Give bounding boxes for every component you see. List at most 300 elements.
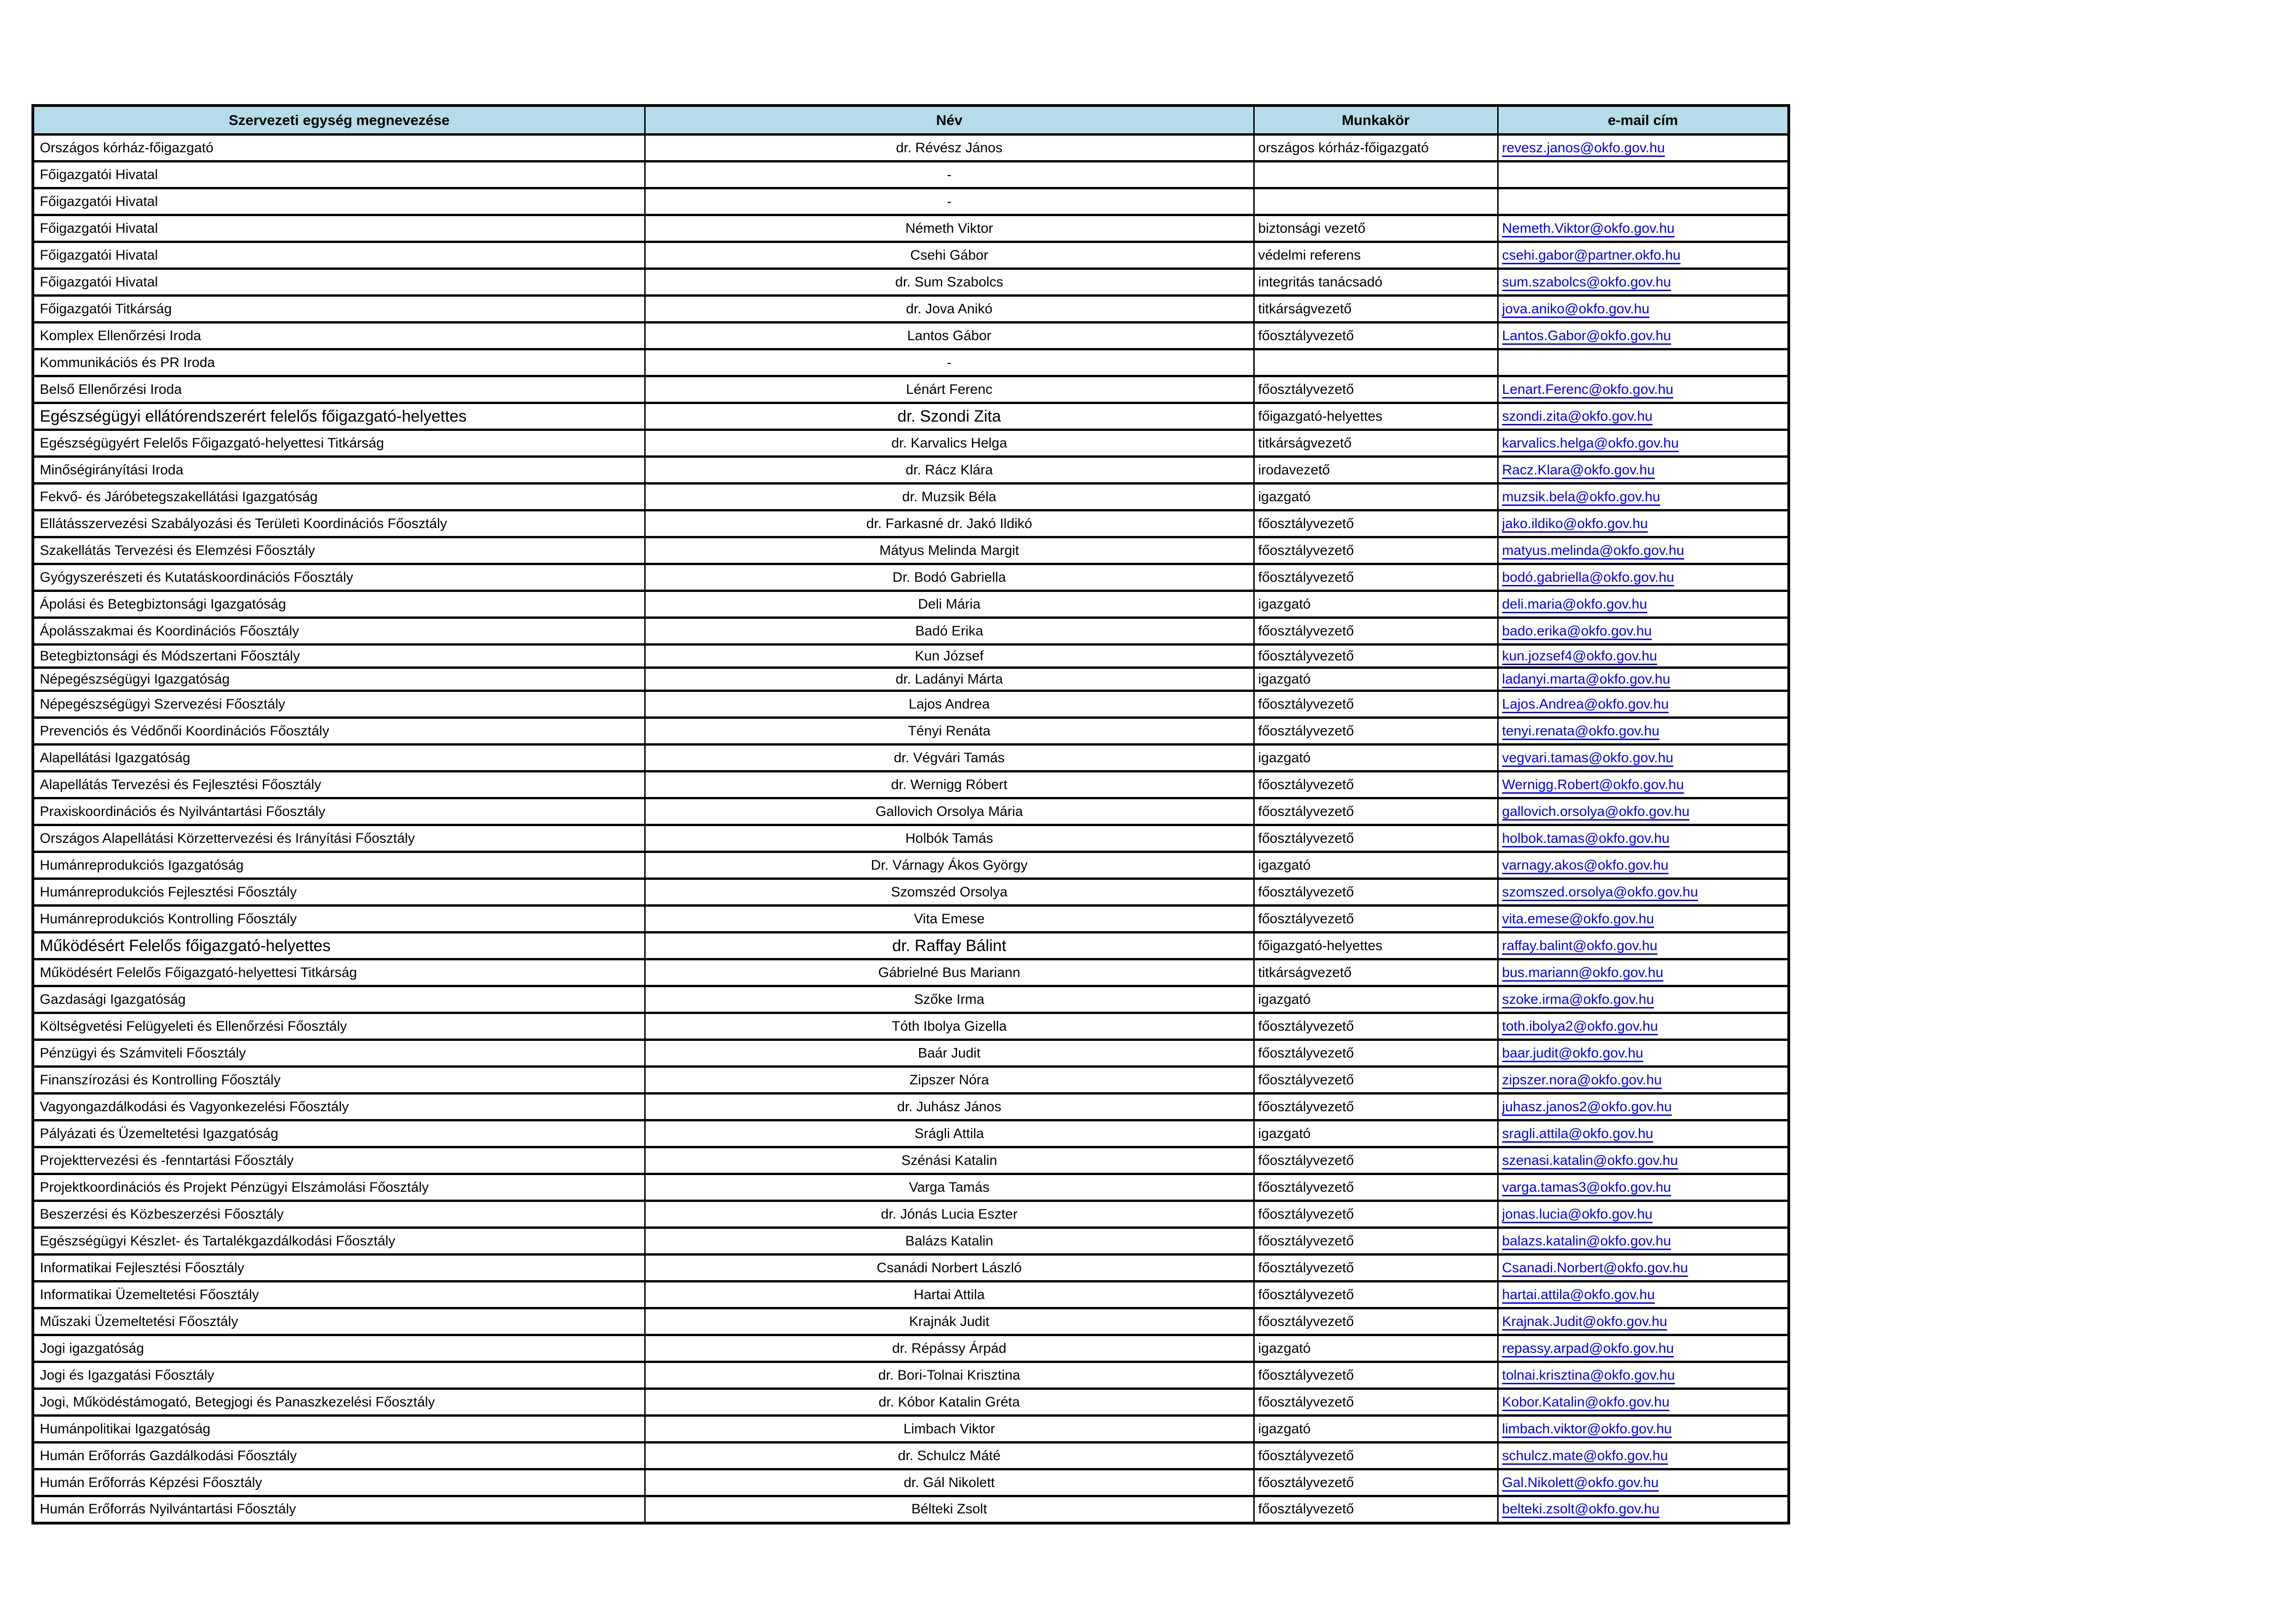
name-cell: Holbók Tamás [645,825,1254,852]
org-unit-cell: Működésért Felelős Főigazgató-helyettesi Titkárság [33,959,645,986]
org-unit-cell: Jogi igazgatóság [33,1335,645,1362]
table-row [33,162,1789,188]
org-unit-cell: Finanszírozási és Kontrolling Főosztály [33,1067,645,1094]
email-link[interactable]: Krajnak.Judit@okfo.gov.hu [1502,1313,1668,1329]
name-cell: Baár Judit [645,1040,1254,1067]
email-link[interactable]: belteki.zsolt@okfo.gov.hu [1502,1501,1660,1517]
org-unit-cell: Ápolásszakmai és Koordinációs Főosztály [33,618,645,645]
org-unit-cell: Működésért Felelős főigazgató-helyettes [33,933,645,959]
email-link[interactable]: revesz.janos@okfo.gov.hu [1502,140,1665,156]
name-cell: Badó Erika [645,618,1254,645]
table-row [33,349,1789,376]
org-unit-cell: Gazdasági Igazgatóság [33,986,645,1013]
org-unit-cell: Költségvetési Felügyeleti és Ellenőrzési Főosztály [33,1013,645,1040]
name-cell: Szomszéd Orsolya [645,879,1254,906]
job-title-cell: főosztályvezető [1254,825,1498,852]
org-unit-cell: Szakellátás Tervezési és Elemzési Főosztály [33,537,645,564]
table-row [33,1469,1789,1496]
email-link[interactable]: limbach.viktor@okfo.gov.hu [1502,1421,1672,1437]
table-row [33,269,1789,296]
job-title-cell: igazgató [1254,852,1498,879]
table-row [33,323,1789,349]
name-cell: Gábrielné Bus Mariann [645,959,1254,986]
email-link[interactable]: jako.ildiko@okfo.gov.hu [1502,516,1648,531]
name-cell: Csehi Gábor [645,242,1254,269]
email-cell [1498,745,1789,772]
email-link[interactable]: jonas.lucia@okfo.gov.hu [1502,1206,1653,1222]
org-unit-cell: Humánreprodukciós Kontrolling Főosztály [33,906,645,933]
table-row [33,1335,1789,1362]
table-row [33,1013,1789,1040]
job-title-cell: főosztályvezető [1254,1174,1498,1201]
org-unit-cell: Minőségirányítási Iroda [33,457,645,484]
email-cell [1498,215,1789,242]
name-cell: Németh Viktor [645,215,1254,242]
email-cell [1498,537,1789,564]
email-cell [1498,1174,1789,1201]
org-unit-cell: Praxiskoordinációs és Nyilvántartási Főosztály [33,798,645,825]
job-title-cell: irodavezető [1254,457,1498,484]
email-link[interactable]: schulcz.mate@okfo.gov.hu [1502,1448,1668,1463]
email-link[interactable]: vita.emese@okfo.gov.hu [1502,911,1654,927]
email-link[interactable]: Lenart.Ferenc@okfo.gov.hu [1502,381,1674,397]
table-header [33,106,1789,135]
email-cell [1498,564,1789,591]
job-title-cell: főosztályvezető [1254,564,1498,591]
email-cell [1498,1362,1789,1389]
name-cell: dr. Kóbor Katalin Gréta [645,1389,1254,1416]
job-title-cell: igazgató [1254,484,1498,510]
org-unit-cell: Humánreprodukciós Fejlesztési Főosztály [33,879,645,906]
org-unit-cell: Vagyongazdálkodási és Vagyonkezelési Főosztály [33,1094,645,1120]
email-link[interactable]: zipszer.nora@okfo.gov.hu [1502,1072,1662,1088]
name-cell: dr. Révész János [645,135,1254,162]
table-row [33,772,1789,798]
table-row [33,691,1789,718]
email-cell [1498,1201,1789,1228]
email-link[interactable]: varga.tamas3@okfo.gov.hu [1502,1179,1671,1195]
org-unit-cell: Projekttervezési és -fenntartási Főosztály [33,1147,645,1174]
job-title-cell: főosztályvezető [1254,1228,1498,1255]
table-row [33,668,1789,691]
job-title-cell: védelmi referens [1254,242,1498,269]
email-link[interactable]: szenasi.katalin@okfo.gov.hu [1502,1152,1678,1168]
name-cell: dr. Muzsik Béla [645,484,1254,510]
table-row [33,1255,1789,1282]
email-link[interactable]: Racz.Klara@okfo.gov.hu [1502,462,1655,478]
job-title-cell: főosztályvezető [1254,1040,1498,1067]
name-cell: Tóth Ibolya Gizella [645,1013,1254,1040]
table-row [33,1201,1789,1228]
job-title-cell: főosztályvezető [1254,618,1498,645]
job-title-cell: főosztályvezető [1254,772,1498,798]
email-cell [1498,162,1789,188]
column-header-email: e-mail cím [1498,106,1789,135]
name-cell: dr. Farkasné dr. Jakó Ildikó [645,510,1254,537]
email-link[interactable]: vegvari.tamas@okfo.gov.hu [1502,750,1674,765]
name-cell: dr. Raffay Bálint [645,933,1254,959]
table-row [33,376,1789,403]
column-header-job-title: Munkakör [1254,106,1498,135]
email-cell [1498,1255,1789,1282]
name-cell: dr. Bori-Tolnai Krisztina [645,1362,1254,1389]
org-unit-cell: Főigazgatói Hivatal [33,215,645,242]
table-row [33,718,1789,745]
job-title-cell: főosztályvezető [1254,1389,1498,1416]
email-link[interactable]: Wernigg.Robert@okfo.gov.hu [1502,777,1684,792]
email-cell [1498,1094,1789,1120]
email-link[interactable]: hartai.attila@okfo.gov.hu [1502,1287,1655,1302]
name-cell: Lénárt Ferenc [645,376,1254,403]
table-row [33,242,1789,269]
org-unit-cell: Fekvő- és Járóbetegszakellátási Igazgatóság [33,484,645,510]
org-unit-cell: Komplex Ellenőrzési Iroda [33,323,645,349]
email-link[interactable]: Nemeth.Viktor@okfo.gov.hu [1502,220,1675,236]
name-cell: Bélteki Zsolt [645,1496,1254,1523]
email-link[interactable]: karvalics.helga@okfo.gov.hu [1502,435,1679,451]
org-unit-cell: Ellátásszervezési Szabályozási és Területi Koordinációs Főosztály [33,510,645,537]
email-cell [1498,591,1789,618]
email-cell [1498,484,1789,510]
job-title-cell: főosztályvezető [1254,798,1498,825]
table-row [33,852,1789,879]
email-link[interactable]: balazs.katalin@okfo.gov.hu [1502,1233,1671,1249]
column-header-name: Név [645,106,1254,135]
email-cell [1498,645,1789,668]
table-row [33,959,1789,986]
job-title-cell: biztonsági vezető [1254,215,1498,242]
name-cell: Deli Mária [645,591,1254,618]
org-unit-cell: Humán Erőforrás Gazdálkodási Főosztály [33,1443,645,1469]
job-title-cell [1254,349,1498,376]
email-link[interactable]: baar.judit@okfo.gov.hu [1502,1045,1643,1061]
table-row [33,430,1789,457]
table-row [33,1416,1789,1443]
table-row [33,1040,1789,1067]
table-row [33,1496,1789,1523]
table-row [33,1389,1789,1416]
name-cell: Vita Emese [645,906,1254,933]
table-row [33,1228,1789,1255]
email-cell [1498,403,1789,430]
job-title-cell: főosztályvezető [1254,906,1498,933]
email-cell [1498,188,1789,215]
email-link[interactable]: matyus.melinda@okfo.gov.hu [1502,542,1684,558]
email-cell [1498,772,1789,798]
org-unit-cell: Belső Ellenőrzési Iroda [33,376,645,403]
job-title-cell: főosztályvezető [1254,537,1498,564]
name-cell: Balázs Katalin [645,1228,1254,1255]
job-title-cell: főosztályvezető [1254,1362,1498,1389]
name-cell: dr. Karvalics Helga [645,430,1254,457]
org-unit-cell: Kommunikációs és PR Iroda [33,349,645,376]
email-link[interactable]: csehi.gabor@partner.okfo.hu [1502,247,1681,263]
table-row [33,1067,1789,1094]
table-row [33,188,1789,215]
name-cell: Varga Tamás [645,1174,1254,1201]
org-unit-cell: Főigazgatói Hivatal [33,188,645,215]
name-cell: dr. Végvári Tamás [645,745,1254,772]
job-title-cell: főosztályvezető [1254,645,1498,668]
table-row [33,215,1789,242]
email-link[interactable]: tolnai.krisztina@okfo.gov.hu [1502,1367,1675,1383]
job-title-cell: igazgató [1254,591,1498,618]
email-link[interactable]: ladanyi.marta@okfo.gov.hu [1502,671,1670,687]
table-row [33,1120,1789,1147]
table-row [33,798,1789,825]
org-unit-cell: Műszaki Üzemeltetési Főosztály [33,1308,645,1335]
name-cell: Kun József [645,645,1254,668]
job-title-cell: országos kórház-főigazgató [1254,135,1498,162]
job-title-cell: igazgató [1254,1335,1498,1362]
email-cell [1498,986,1789,1013]
email-link[interactable]: Gal.Nikolett@okfo.gov.hu [1502,1475,1659,1490]
table-row [33,879,1789,906]
email-link[interactable]: bus.mariann@okfo.gov.hu [1502,964,1663,980]
email-cell [1498,323,1789,349]
org-unit-cell: Főigazgatói Hivatal [33,162,645,188]
email-link[interactable]: sum.szabolcs@okfo.gov.hu [1502,274,1671,290]
email-link[interactable]: szoke.irma@okfo.gov.hu [1502,991,1654,1007]
email-cell [1498,135,1789,162]
job-title-cell: titkárságvezető [1254,959,1498,986]
email-link[interactable]: muzsik.bela@okfo.gov.hu [1502,489,1661,504]
name-cell: dr. Rácz Klára [645,457,1254,484]
org-unit-cell: Pályázati és Üzemeltetési Igazgatóság [33,1120,645,1147]
table-row [33,403,1789,430]
email-link[interactable]: repassy.arpad@okfo.gov.hu [1502,1340,1674,1356]
table-row [33,1308,1789,1335]
name-cell: Dr. Várnagy Ákos György [645,852,1254,879]
org-unit-cell: Országos kórház-főigazgató [33,135,645,162]
email-link[interactable]: holbok.tamas@okfo.gov.hu [1502,830,1670,846]
job-title-cell: főosztályvezető [1254,691,1498,718]
name-cell: dr. Sum Szabolcs [645,269,1254,296]
org-unit-cell: Gyógyszerészeti és Kutatáskoordinációs Főosztály [33,564,645,591]
name-cell: dr. Gál Nikolett [645,1469,1254,1496]
table-row [33,564,1789,591]
email-cell [1498,1443,1789,1469]
column-header-org-unit: Szervezeti egység megnevezése [33,106,645,135]
email-cell [1498,852,1789,879]
name-cell: Mátyus Melinda Margit [645,537,1254,564]
name-cell: Szőke Irma [645,986,1254,1013]
org-unit-cell: Egészségügyi ellátórendszerért felelős főigazgató-helyettes [33,403,645,430]
job-title-cell: főosztályvezető [1254,1255,1498,1282]
table-row [33,457,1789,484]
org-unit-cell: Alapellátás Tervezési és Fejlesztési Főosztály [33,772,645,798]
job-title-cell: főosztályvezető [1254,323,1498,349]
table-row [33,510,1789,537]
table-row [33,986,1789,1013]
email-cell [1498,1308,1789,1335]
org-unit-cell: Népegészségügyi Igazgatóság [33,668,645,691]
name-cell: dr. Szondi Zita [645,403,1254,430]
table-row [33,645,1789,668]
org-unit-cell: Jogi és Igazgatási Főosztály [33,1362,645,1389]
name-cell: dr. Jónás Lucia Eszter [645,1201,1254,1228]
name-cell: dr. Juhász János [645,1094,1254,1120]
org-unit-cell: Egészségügyi Készlet- és Tartalékgazdálkodási Főosztály [33,1228,645,1255]
org-unit-cell: Alapellátási Igazgatóság [33,745,645,772]
name-cell: Zipszer Nóra [645,1067,1254,1094]
email-link[interactable]: deli.maria@okfo.gov.hu [1502,596,1647,612]
name-cell: Szénási Katalin [645,1147,1254,1174]
job-title-cell: igazgató [1254,1416,1498,1443]
name-cell: Gallovich Orsolya Mária [645,798,1254,825]
table-row [33,825,1789,852]
header-row [33,106,1789,135]
email-link[interactable]: jova.aniko@okfo.gov.hu [1502,301,1649,317]
email-link[interactable]: juhasz.janos2@okfo.gov.hu [1502,1099,1672,1114]
table-row [33,537,1789,564]
org-unit-cell: Ápolási és Betegbiztonsági Igazgatóság [33,591,645,618]
contact-table-body [33,135,1789,1523]
email-cell [1498,1389,1789,1416]
table-row [33,296,1789,323]
table-row [33,135,1789,162]
job-title-cell: főosztályvezető [1254,1282,1498,1308]
email-cell [1498,718,1789,745]
email-link[interactable]: tenyi.renata@okfo.gov.hu [1502,723,1660,739]
org-unit-cell: Projektkoordinációs és Projekt Pénzügyi Elszámolási Főosztály [33,1174,645,1201]
email-cell [1498,668,1789,691]
email-cell [1498,959,1789,986]
name-cell: dr. Répássy Árpád [645,1335,1254,1362]
org-unit-cell: Országos Alapellátási Körzettervezési és Irányítási Főosztály [33,825,645,852]
name-cell: Srágli Attila [645,1120,1254,1147]
email-link[interactable]: toth.ibolya2@okfo.gov.hu [1502,1018,1658,1034]
job-title-cell: főosztályvezető [1254,1094,1498,1120]
table-row [33,745,1789,772]
name-cell: dr. Wernigg Róbert [645,772,1254,798]
email-cell [1498,1335,1789,1362]
table-row [33,1443,1789,1469]
email-cell [1498,1416,1789,1443]
org-unit-cell: Informatikai Fejlesztési Főosztály [33,1255,645,1282]
email-cell [1498,691,1789,718]
email-link[interactable]: varnagy.akos@okfo.gov.hu [1502,857,1669,873]
email-cell [1498,825,1789,852]
email-link[interactable]: bodó.gabriella@okfo.gov.hu [1502,569,1674,585]
job-title-cell: főosztályvezető [1254,510,1498,537]
name-cell: Hartai Attila [645,1282,1254,1308]
email-link[interactable]: Kobor.Katalin@okfo.gov.hu [1502,1394,1670,1410]
org-unit-cell: Prevenciós és Védőnői Koordinációs Főosztály [33,718,645,745]
email-cell [1498,1496,1789,1523]
name-cell: Csanádi Norbert László [645,1255,1254,1282]
job-title-cell: főosztályvezető [1254,879,1498,906]
email-link[interactable]: Csanadi.Norbert@okfo.gov.hu [1502,1260,1688,1276]
name-cell: - [645,188,1254,215]
table-row [33,906,1789,933]
email-link[interactable]: szondi.zita@okfo.gov.hu [1502,408,1653,424]
name-cell: Lajos Andrea [645,691,1254,718]
org-unit-cell: Beszerzési és Közbeszerzési Főosztály [33,1201,645,1228]
email-cell [1498,1040,1789,1067]
email-cell [1498,1147,1789,1174]
email-link[interactable]: raffay.balint@okfo.gov.hu [1502,938,1658,953]
job-title-cell: főosztályvezető [1254,376,1498,403]
email-link[interactable]: gallovich.orsolya@okfo.gov.hu [1502,803,1690,819]
org-unit-cell: Humán Erőforrás Nyilvántartási Főosztály [33,1496,645,1523]
email-link[interactable]: Lantos.Gabor@okfo.gov.hu [1502,328,1671,343]
email-cell [1498,1469,1789,1496]
email-cell [1498,906,1789,933]
org-unit-cell: Pénzügyi és Számviteli Főosztály [33,1040,645,1067]
job-title-cell: titkárságvezető [1254,430,1498,457]
email-cell [1498,933,1789,959]
email-cell [1498,457,1789,484]
email-cell [1498,349,1789,376]
name-cell: Tényi Renáta [645,718,1254,745]
name-cell: Limbach Viktor [645,1416,1254,1443]
org-unit-cell: Egészségügyért Felelős Főigazgató-helyettesi Titkárság [33,430,645,457]
org-unit-cell: Betegbiztonsági és Módszertani Főosztály [33,645,645,668]
email-cell [1498,296,1789,323]
email-cell [1498,242,1789,269]
table-row [33,933,1789,959]
email-link[interactable]: sragli.attila@okfo.gov.hu [1502,1126,1654,1141]
name-cell: - [645,162,1254,188]
email-link[interactable]: kun.jozsef4@okfo.gov.hu [1502,648,1657,664]
job-title-cell: igazgató [1254,745,1498,772]
job-title-cell: igazgató [1254,986,1498,1013]
name-cell: dr. Schulcz Máté [645,1443,1254,1469]
job-title-cell [1254,162,1498,188]
org-unit-cell: Humánpolitikai Igazgatóság [33,1416,645,1443]
email-cell [1498,618,1789,645]
job-title-cell: titkárságvezető [1254,296,1498,323]
table-row [33,1282,1789,1308]
name-cell: dr. Jova Anikó [645,296,1254,323]
email-cell [1498,510,1789,537]
email-cell [1498,879,1789,906]
email-cell [1498,1067,1789,1094]
job-title-cell: főosztályvezető [1254,1308,1498,1335]
email-cell [1498,1228,1789,1255]
job-title-cell: főosztályvezető [1254,1147,1498,1174]
org-unit-cell: Főigazgatói Hivatal [33,269,645,296]
job-title-cell: főigazgató-helyettes [1254,403,1498,430]
job-title-cell: főosztályvezető [1254,718,1498,745]
job-title-cell: főigazgató-helyettes [1254,933,1498,959]
org-unit-cell: Informatikai Üzemeltetési Főosztály [33,1282,645,1308]
job-title-cell: főosztályvezető [1254,1067,1498,1094]
job-title-cell: igazgató [1254,1120,1498,1147]
table-row [33,618,1789,645]
job-title-cell: igazgató [1254,668,1498,691]
name-cell: Dr. Bodó Gabriella [645,564,1254,591]
job-title-cell: főosztályvezető [1254,1443,1498,1469]
email-cell [1498,1282,1789,1308]
email-cell [1498,1013,1789,1040]
table-row [33,1094,1789,1120]
org-unit-cell: Jogi, Működéstámogató, Betegjogi és Panaszkezelési Főosztály [33,1389,645,1416]
org-unit-cell: Népegészségügyi Szervezési Főosztály [33,691,645,718]
email-link[interactable]: Lajos.Andrea@okfo.gov.hu [1502,696,1669,712]
table-row [33,1362,1789,1389]
job-title-cell: főosztályvezető [1254,1013,1498,1040]
contacts-table [31,104,1790,1524]
name-cell: Krajnák Judit [645,1308,1254,1335]
job-title-cell [1254,188,1498,215]
email-link[interactable]: szomszed.orsolya@okfo.gov.hu [1502,884,1698,900]
org-unit-cell: Humán Erőforrás Képzési Főosztály [33,1469,645,1496]
email-link[interactable]: bado.erika@okfo.gov.hu [1502,623,1652,639]
table-row [33,1174,1789,1201]
job-title-cell: integritás tanácsadó [1254,269,1498,296]
